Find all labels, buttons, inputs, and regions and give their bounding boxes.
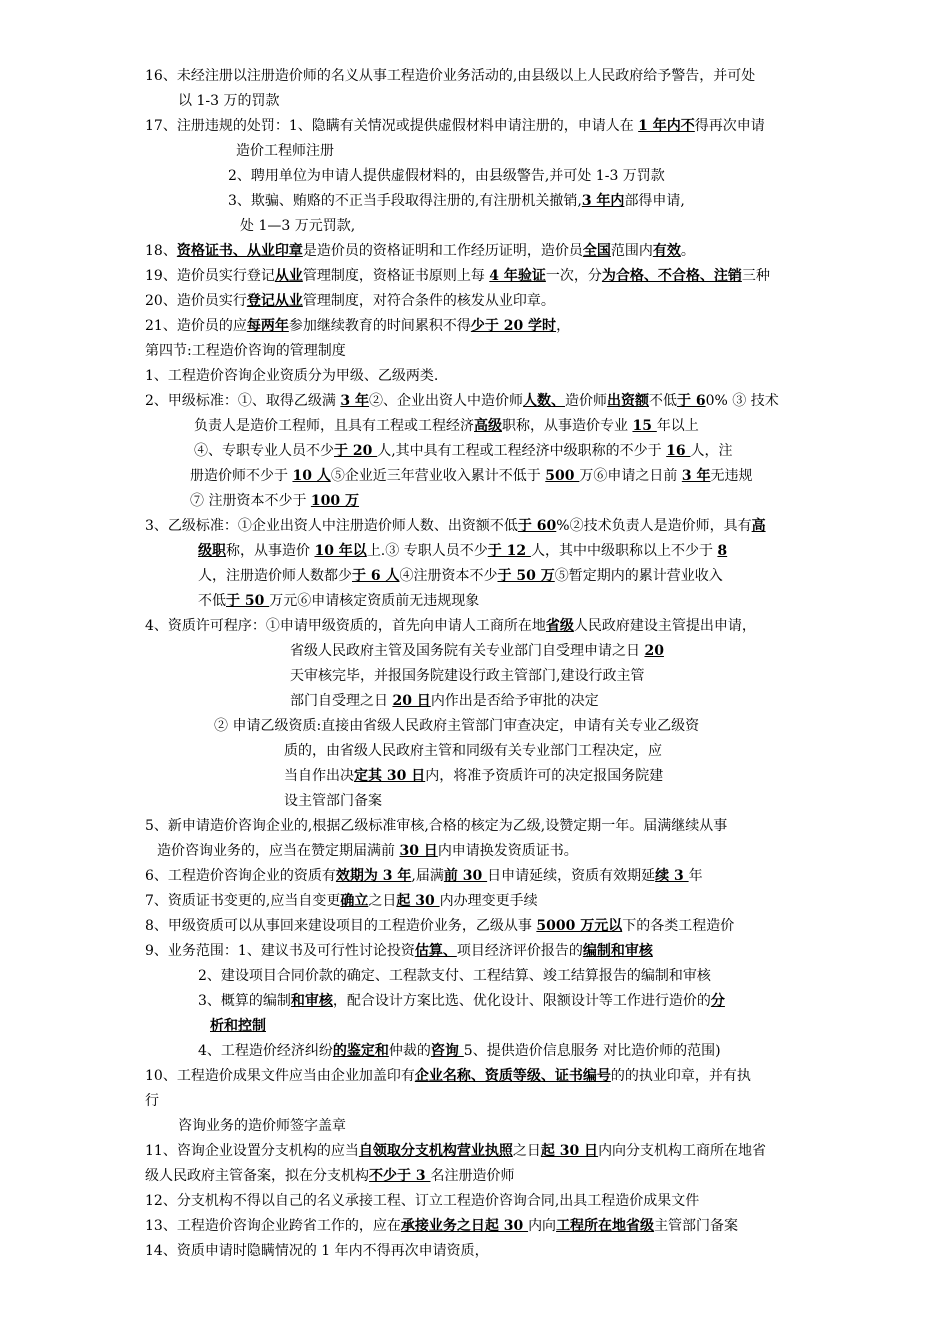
text-line: [284, 767, 663, 785]
text-segment: %②技术负责人是造价师，具有: [556, 518, 752, 534]
text-segment: 5、提供造价信息服务 对比造价师的范围): [463, 1043, 721, 1059]
text-segment: ⑦ 注册资本不少于: [190, 493, 311, 509]
emphasized-text: 10 年以: [314, 543, 367, 559]
text-line: [178, 1117, 346, 1135]
text-segment: 省级人民政府主管及国务院有关专业部门自受理申请之日: [290, 643, 645, 659]
text-segment: 18、: [145, 243, 177, 259]
text-line: [145, 942, 653, 960]
text-segment: 质的，由省级人民政府主管和同级有关专业部门工程决定，应: [284, 743, 662, 759]
text-segment: 10、工程造价成果文件应当由企业加盖印有: [145, 1068, 415, 1084]
text-segment: 以 1-3 万的罚款: [178, 93, 280, 109]
text-line: [145, 1217, 738, 1235]
text-line: [284, 792, 382, 810]
text-segment: 内作出是否给予审批的决定: [430, 693, 599, 709]
text-segment: 13、工程造价咨询企业跨省工作的，应在: [145, 1218, 401, 1234]
emphasized-text: 为合格、不合格、注销: [601, 268, 742, 284]
text-segment: 管理制度，对符合条件的核发从业印章。: [302, 293, 555, 309]
text-segment: 是造价员的资格证明和工作经历证明，造价员: [302, 243, 583, 259]
text-segment: 上.③ 专职人员不少: [366, 543, 488, 559]
text-segment: 14、资质申请时隐瞒情况的 1 年内不得再次申请资质，: [145, 1243, 489, 1259]
emphasized-text: 于 6: [676, 393, 706, 409]
text-segment: 人民政府建设主管提出申请，: [573, 618, 756, 634]
text-segment: 的的执业印章，并有执: [610, 1068, 751, 1084]
text-segment: 。: [680, 243, 695, 259]
text-segment: 部得申请,: [624, 193, 685, 209]
text-segment: ，: [556, 318, 571, 334]
text-segment: 册造价师不少于: [190, 468, 293, 484]
text-segment: 人，注: [690, 443, 733, 459]
text-line: [145, 1142, 766, 1160]
emphasized-text: 企业名称、资质等级、证书编号: [414, 1068, 611, 1084]
emphasized-text: 500: [545, 468, 580, 484]
emphasized-text: 高: [751, 518, 766, 534]
text-line: [145, 917, 734, 935]
text-line: [198, 1042, 721, 1060]
text-segment: 20、造价员实行: [145, 293, 247, 309]
text-segment: 万元⑥申请核定资质前无违规现象: [269, 593, 480, 609]
text-segment: 人，注册造价师人数都少: [198, 568, 352, 584]
text-segment: 之日: [512, 1143, 541, 1159]
text-line: [145, 517, 766, 535]
text-segment: 称，从事造价: [226, 543, 315, 559]
text-segment: 不低: [648, 393, 677, 409]
text-segment: 3、乙级标准：①企业出资人中注册造价师人数、出资额不低: [145, 518, 518, 534]
text-segment: 0% ③ 技术: [705, 393, 779, 409]
emphasized-text: 咨询: [430, 1043, 464, 1059]
text-segment: 范围内: [610, 243, 653, 259]
text-line: [145, 117, 765, 135]
text-segment: 管理制度，资格证书原则上每: [302, 268, 490, 284]
text-segment: 设主管部门备案: [284, 793, 382, 809]
text-segment: 万⑥申请之日前: [579, 468, 682, 484]
text-segment: 年: [688, 868, 703, 884]
emphasized-text: 于 50 万: [497, 568, 555, 584]
text-segment: 内，将准予资质许可的决定报国务院建: [425, 768, 664, 784]
emphasized-text: 15: [632, 418, 657, 434]
text-segment: 之日: [368, 893, 397, 909]
text-segment: ④、专职专业人员不少: [194, 443, 334, 459]
emphasized-text: 起 30: [396, 893, 440, 909]
text-line: [157, 842, 578, 860]
emphasized-text: 少于 20 学时: [470, 318, 557, 334]
emphasized-text: 人数、: [522, 393, 565, 409]
emphasized-text: 高级: [474, 418, 502, 434]
text-segment: 第四节:工程造价咨询的管理制度: [145, 343, 346, 359]
text-line: [145, 1092, 159, 1110]
emphasized-text: 于 60: [517, 518, 557, 534]
text-segment: 人，其中中级职称以上不少于: [530, 543, 718, 559]
emphasized-text: 起 30 日: [540, 1143, 599, 1159]
emphasized-text: 16: [666, 443, 691, 459]
text-segment: 行: [145, 1093, 159, 1109]
text-segment: 职称，从事造价专业: [502, 418, 633, 434]
text-segment: 三种: [741, 268, 770, 284]
emphasized-text: 前 30: [443, 868, 488, 884]
text-segment: 21、造价员的应: [145, 318, 247, 334]
text-segment: 仲裁的: [388, 1043, 431, 1059]
emphasized-text: 于 6 人: [352, 568, 400, 584]
text-segment: 人,其中具有工程或工程经济中级职称的不少于: [377, 443, 667, 459]
text-line: [145, 392, 779, 410]
emphasized-text: 工程所在地省级: [556, 1218, 655, 1234]
text-segment: 造价咨询业务的，应当在赞定期届满前: [157, 843, 400, 859]
text-line: [194, 442, 733, 460]
text-segment: 内办理变更手续: [439, 893, 538, 909]
text-segment: 造价师: [564, 393, 607, 409]
emphasized-text: 定其 30 日: [354, 768, 426, 784]
text-segment: 2、建设项目合同价款的确定、工程款支付、工程结算、竣工结算报告的编制和审核: [198, 968, 711, 984]
text-line: [145, 267, 770, 285]
text-line: [145, 367, 438, 385]
emphasized-text: 3 年: [681, 468, 711, 484]
emphasized-text: 和审核: [290, 993, 333, 1009]
text-line: [190, 467, 752, 485]
text-segment: 级人民政府主管备案，拟在分支机构: [145, 1168, 369, 1184]
emphasized-text: 出资额: [606, 393, 649, 409]
text-segment: 16、未经注册以注册造价师的名义从事工程造价业务活动的,由县级以上人民政府给予警告，并可处: [145, 68, 756, 84]
text-segment: 11、咨询企业设置分支机构的应当: [145, 1143, 359, 1159]
text-segment: 17、注册违规的处罚：1、隐瞒有关情况或提供虚假材料申请注册的，申请人在: [145, 118, 639, 134]
emphasized-text: 级职: [198, 543, 226, 559]
text-segment: 处 1—3 万元罚款,: [240, 218, 356, 234]
emphasized-text: 效期为 3 年: [335, 868, 412, 884]
text-segment: 造价工程师注册: [236, 143, 334, 159]
emphasized-text: 续 3: [655, 868, 689, 884]
text-segment: ⑤暂定期内的累计营业收入: [554, 568, 723, 584]
emphasized-text: 20: [644, 643, 664, 659]
text-segment: 参加继续教育的时间累积不得: [288, 318, 471, 334]
text-segment: 内向分支机构工商所在地省: [598, 1143, 767, 1159]
emphasized-text: 4 年验证: [489, 268, 546, 284]
text-line: [240, 217, 355, 235]
emphasized-text: 不少于 3: [369, 1168, 431, 1184]
emphasized-text: 析和控制: [210, 1018, 266, 1034]
text-line: [210, 1017, 266, 1035]
text-segment: ④注册资本不少: [399, 568, 498, 584]
text-line: [198, 542, 727, 560]
text-segment: 内申请换发资质证书。: [437, 843, 578, 859]
text-segment: 12、分支机构不得以自己的名义承接工程、订立工程造价咨询合同,出具工程造价成果文件: [145, 1193, 700, 1209]
text-line: [145, 1067, 751, 1085]
text-segment: 下的各类工程造价: [622, 918, 735, 934]
text-line: [236, 142, 334, 160]
text-segment: 2、甲级标准：①、取得乙级满: [145, 393, 341, 409]
emphasized-text: 于 20: [334, 443, 378, 459]
emphasized-text: 10 人: [292, 468, 331, 484]
emphasized-text: 100 万: [310, 493, 360, 509]
emphasized-text: 3 年: [340, 393, 369, 409]
emphasized-text: 从业: [274, 268, 303, 284]
emphasized-text: 全国: [582, 243, 611, 259]
text-segment: 一次，分: [545, 268, 602, 284]
text-segment: 当自作出决: [284, 768, 354, 784]
text-segment: 5、新申请造价咨询企业的,根据乙级标准审核,合格的核定为乙级,设赞定期一年。届满继续从事: [145, 818, 728, 834]
emphasized-text: 于 12: [487, 543, 531, 559]
text-line: [145, 617, 756, 635]
text-line: [198, 967, 711, 985]
emphasized-text: 5000 万元以: [536, 918, 623, 934]
emphasized-text: 编制和审核: [582, 943, 653, 959]
text-segment: 名注册造价师: [430, 1168, 515, 1184]
emphasized-text: 每两年: [246, 318, 289, 334]
text-line: [145, 1242, 489, 1260]
text-segment: 1、工程造价咨询企业资质分为甲级、乙级两类.: [145, 368, 439, 384]
text-segment: 不低: [198, 593, 226, 609]
text-line: [290, 642, 664, 660]
emphasized-text: 于 50: [226, 593, 270, 609]
text-segment: 3、欺骗、贿赂的不正当手段取得注册的,有注册机关撤销,: [228, 193, 582, 209]
text-line: [198, 992, 725, 1010]
text-line: [145, 242, 695, 260]
text-segment: ② 申请乙级资质:直接由省级人民政府主管部门审查决定，申请有关专业乙级资: [214, 718, 700, 734]
text-line: [194, 417, 699, 435]
text-segment: 主管部门备案: [654, 1218, 739, 1234]
text-line: [290, 667, 644, 685]
text-segment: 咨询业务的造价师签字盖章: [178, 1118, 346, 1134]
emphasized-text: 20 日: [392, 693, 431, 709]
text-segment: 日申请延续，资质有效期延: [487, 868, 656, 884]
text-segment: 无违规: [710, 468, 753, 484]
text-segment: 2、聘用单位为申请人提供虚假材料的，由县级警告,并可处 1-3 万罚款: [228, 168, 665, 184]
text-segment: ,届满: [411, 868, 444, 884]
text-segment: 19、造价员实行登记: [145, 268, 275, 284]
text-line: [145, 67, 755, 85]
text-line: [290, 692, 599, 710]
text-segment: 得再次申请: [694, 118, 765, 134]
emphasized-text: 省级: [545, 618, 574, 634]
text-segment: 内向: [528, 1218, 557, 1234]
text-line: [145, 817, 727, 835]
text-line: [145, 1192, 699, 1210]
text-segment: 9、业务范围：1、建议书及可行性讨论投资: [145, 943, 415, 959]
emphasized-text: 自领取分支机构营业执照: [358, 1143, 513, 1159]
emphasized-text: 资格证书、从业印章: [176, 243, 303, 259]
text-segment: ⑤企业近三年营业收入累计不低于: [330, 468, 546, 484]
text-line: [145, 342, 346, 360]
text-segment: 项目经济评价报告的: [456, 943, 583, 959]
emphasized-text: 估算、: [414, 943, 457, 959]
text-segment: 6、工程造价咨询企业的资质有: [145, 868, 336, 884]
emphasized-text: 确立: [340, 893, 369, 909]
text-segment: ，配合设计方案比选、优化设计、限额设计等工作进行造价的: [332, 993, 711, 1009]
text-segment: 7、资质证书变更的,应当自变更: [145, 893, 341, 909]
text-line: [228, 192, 685, 210]
text-line: [198, 592, 479, 610]
emphasized-text: 有效: [652, 243, 681, 259]
emphasized-text: 的鉴定和: [332, 1043, 389, 1059]
text-segment: 4、资质许可程序：①申请甲级资质的，首先向申请人工商所在地: [145, 618, 546, 634]
text-line: [228, 167, 665, 185]
text-line: [145, 317, 570, 335]
text-segment: 8、甲级资质可以从事回来建设项目的工程造价业务，乙级从事: [145, 918, 537, 934]
text-line: [284, 742, 662, 760]
emphasized-text: 3 年内: [581, 193, 625, 209]
emphasized-text: 30 日: [399, 843, 438, 859]
emphasized-text: 分: [710, 993, 725, 1009]
text-line: [198, 567, 723, 585]
text-line: [145, 1167, 515, 1185]
text-segment: 部门自受理之日: [290, 693, 393, 709]
text-segment: ②、企业出资人中造价师: [368, 393, 523, 409]
emphasized-text: 8: [717, 543, 728, 559]
text-line: [145, 867, 703, 885]
text-line: [190, 492, 359, 510]
text-segment: 年以上: [656, 418, 699, 434]
emphasized-text: 登记从业: [246, 293, 303, 309]
emphasized-text: 1 年内不: [638, 118, 695, 134]
text-line: [145, 892, 538, 910]
text-line: [178, 92, 279, 110]
text-line: [145, 292, 555, 310]
text-segment: 负责人是造价工程师，且具有工程或工程经济: [194, 418, 474, 434]
emphasized-text: 承接业务之日起 30: [400, 1218, 529, 1234]
text-segment: 3、概算的编制: [198, 993, 291, 1009]
text-segment: 天审核完毕，并报国务院建设行政主管部门,建设行政主管: [290, 668, 645, 684]
text-line: [214, 717, 699, 735]
text-segment: 4、工程造价经济纠纷: [198, 1043, 333, 1059]
